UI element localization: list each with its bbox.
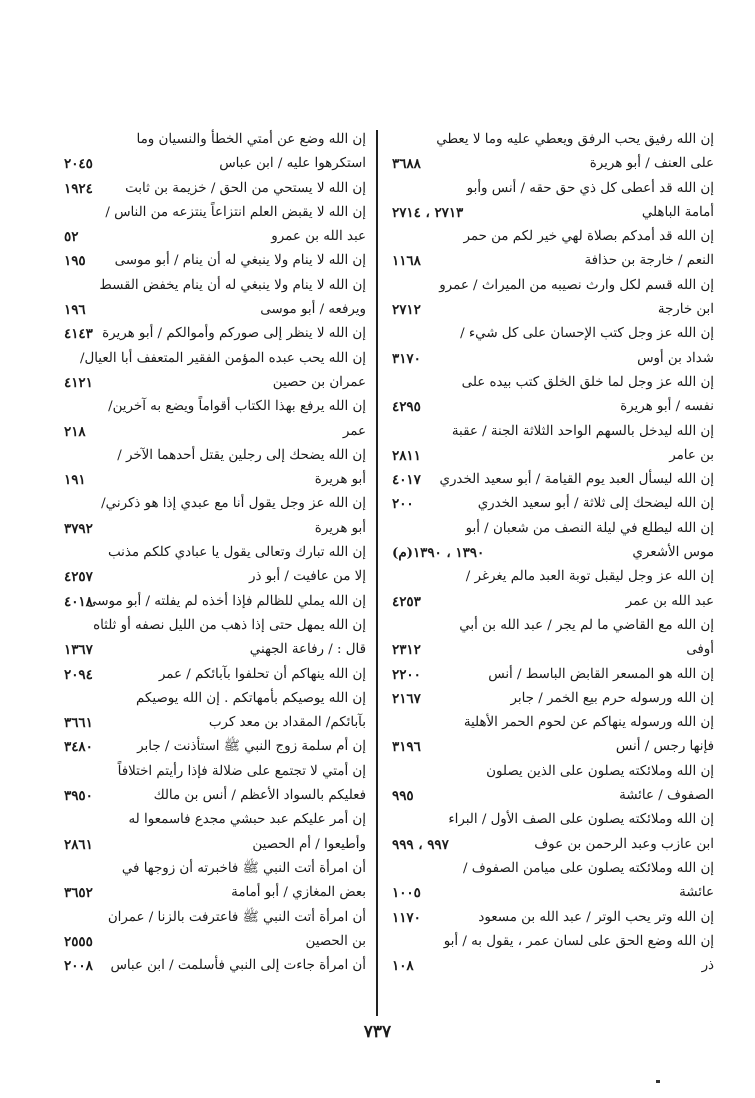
entry-text: ابن عازب وعبد الرحمن بن عوف bbox=[534, 836, 714, 852]
entry-text: إن الله مع القاضي ما لم يجر / عبد الله بن أبي bbox=[459, 617, 714, 633]
entry-text: بآبائكم/ المقداد بن معد كرب bbox=[208, 715, 366, 731]
index-entry-line bbox=[392, 152, 714, 176]
index-entry-line bbox=[392, 492, 714, 516]
entry-text: أبو هريرة bbox=[314, 520, 366, 536]
index-entry-line bbox=[392, 857, 714, 881]
index-entry-line bbox=[392, 881, 714, 905]
hadith-number: ٢٣١٢ bbox=[392, 642, 421, 659]
index-entry-line bbox=[392, 322, 714, 346]
entry-text: إن الله ورسوله حرم بيع الخمر / جابر bbox=[510, 690, 714, 706]
hadith-number: ١١٦٨ bbox=[392, 253, 421, 270]
index-entry-line bbox=[392, 954, 714, 978]
entry-text: قال : / رفاعة الجهني bbox=[249, 642, 366, 658]
index-entry-line bbox=[392, 735, 714, 759]
hadith-number: ٣١٧٠ bbox=[392, 350, 421, 367]
entry-text: أن امرأة جاءت إلى النبي فأسلمت / ابن عباس bbox=[110, 958, 366, 974]
entry-text: إن الله وتر يحب الوتر / عبد الله بن مسعود bbox=[478, 909, 714, 925]
index-entry-line bbox=[64, 881, 366, 905]
entry-text: إن أمر عليكم عبد حبشي مجدع فاسمعوا له bbox=[128, 812, 366, 828]
index-entry-line bbox=[392, 420, 714, 444]
index-entry-line bbox=[64, 152, 366, 176]
hadith-number: ١١٧٠ bbox=[392, 909, 421, 926]
entry-text: إن الله هو المسعر القابض الباسط / أنس bbox=[488, 666, 714, 682]
index-entry-line bbox=[64, 638, 366, 662]
index-entry-line bbox=[392, 298, 714, 322]
entry-text: إن الله يحب عبده المؤمن الفقير المتعفف أبا العيال/ bbox=[79, 350, 366, 366]
hadith-number: ٤٢٥٧ bbox=[64, 569, 93, 586]
index-entry-line bbox=[392, 395, 714, 419]
entry-text: ابن خارجة bbox=[657, 302, 714, 318]
hadith-number: ٣٩٥٠ bbox=[64, 788, 93, 805]
entry-text: فعليكم بالسواد الأعظم / أنس بن مالك bbox=[153, 788, 366, 804]
entry-text: أوفى bbox=[686, 642, 714, 658]
hadith-number: ٣٧٩٢ bbox=[64, 520, 93, 537]
index-entry-line bbox=[392, 444, 714, 468]
entry-text: إن الله عز وجل لما خلق الخلق كتب بيده على bbox=[461, 374, 714, 390]
hadith-number: ٢٨٦١ bbox=[64, 836, 93, 853]
hadith-number: ٤١٤٣ bbox=[64, 326, 93, 343]
index-entry-line bbox=[64, 663, 366, 687]
index-entry-line bbox=[64, 906, 366, 930]
index-entry-line bbox=[392, 128, 714, 152]
hadith-number: ٤٠١٨ bbox=[64, 593, 93, 610]
index-entry-line bbox=[392, 177, 714, 201]
entry-text: على العنف / أبو هريرة bbox=[589, 156, 714, 172]
index-column-right bbox=[392, 128, 714, 978]
hadith-number: ١٣٩٠ ، ١٣٩٠(م) bbox=[392, 545, 485, 562]
entry-text: إن الله رفيق يحب الرفق ويعطي عليه وما لا يعطي bbox=[436, 132, 714, 147]
index-entry-line bbox=[64, 590, 366, 614]
entry-text: إن الله تبارك وتعالى يقول يا عبادي كلكم مذنب bbox=[107, 545, 366, 561]
index-entry-line bbox=[392, 638, 714, 662]
index-entry-line bbox=[392, 201, 714, 225]
index-entry-line bbox=[64, 444, 366, 468]
index-entry-line bbox=[392, 687, 714, 711]
index-entry-line bbox=[392, 517, 714, 541]
entry-text: عبد الله بن عمر bbox=[625, 593, 714, 609]
index-entry-line bbox=[64, 225, 366, 249]
entry-text: إن الله لا يقبض العلم انتزاعاً ينتزعه من الناس / bbox=[105, 204, 366, 220]
hadith-number: ٣٦٥٢ bbox=[64, 885, 93, 902]
entry-text: ويرفعه / أبو موسى bbox=[260, 302, 366, 318]
index-entry-line bbox=[64, 492, 366, 516]
entry-text: إن الله يملي للظالم فإذا أخذه لم يفلته / أبو موسى bbox=[86, 593, 366, 609]
hadith-number: ١٩٢٤ bbox=[64, 180, 93, 197]
hadith-number: ١٩٥ bbox=[64, 253, 86, 270]
index-entry-line bbox=[392, 468, 714, 492]
hadith-number: ٣٦٦١ bbox=[64, 715, 93, 732]
index-entry-line bbox=[392, 225, 714, 249]
hadith-number: ٣١٩٦ bbox=[392, 739, 421, 756]
index-entry-line bbox=[64, 517, 366, 541]
hadith-number: ٢٢٠٠ bbox=[392, 666, 421, 683]
index-entry-line bbox=[64, 468, 366, 492]
hadith-number: ٤١٢١ bbox=[64, 374, 93, 391]
entry-text: أن امرأة أتت النبي ﷺ فاخبرته أن زوجها في bbox=[121, 860, 366, 876]
index-entry-line bbox=[64, 614, 366, 638]
entry-text: إن أمتي لا تجتمع على ضلالة فإذا رأيتم اختلافاً bbox=[117, 763, 366, 779]
index-entry-line bbox=[64, 420, 366, 444]
index-entry-line bbox=[64, 347, 366, 371]
entry-text: إن الله قد أعطى كل ذي حق حقه / أنس وأبو bbox=[466, 180, 714, 196]
hadith-number: ٥٢ bbox=[64, 229, 79, 246]
index-entry-line bbox=[392, 371, 714, 395]
entry-text: إن الله ليطلع في ليلة النصف من شعبان / أبو bbox=[465, 520, 714, 536]
index-entry-line bbox=[392, 614, 714, 638]
index-entry-line bbox=[64, 735, 366, 759]
entry-text: بن الحصين bbox=[305, 933, 366, 949]
hadith-number: ٢٠٤٥ bbox=[64, 156, 93, 173]
hadith-number: ١٩١ bbox=[64, 472, 86, 489]
entry-text: بن عامر bbox=[669, 447, 714, 463]
hadith-number: ١٠٠٥ bbox=[392, 885, 421, 902]
index-entry-line bbox=[64, 177, 366, 201]
entry-text: استكرهوا عليه / ابن عباس bbox=[219, 156, 366, 172]
entry-text: إن الله عز وجل ليقبل توبة العبد مالم يغرغر / bbox=[465, 569, 714, 585]
index-entry-line bbox=[392, 784, 714, 808]
index-entry-line bbox=[392, 808, 714, 832]
entry-text: إن الله لا ينظر إلى صوركم وأموالكم / أبو هريرة bbox=[102, 326, 366, 342]
index-entry-line bbox=[392, 249, 714, 273]
entry-text: عبد الله بن عمرو bbox=[271, 229, 366, 245]
entry-text: إن الله ورسوله ينهاكم عن لحوم الحمر الأهلية bbox=[463, 715, 714, 731]
entry-text: إن أم سلمة زوج النبي ﷺ استأذنت / جابر bbox=[137, 739, 366, 755]
index-entry-line bbox=[64, 395, 366, 419]
entry-text: إلا من عافيت / أبو ذر bbox=[249, 569, 366, 585]
entry-text: إن الله عز وجل يقول أنا مع عبدي إذا هو ذكرني/ bbox=[101, 496, 366, 512]
entry-text: إن الله يرفع بهذا الكتاب أقواماً ويضع به آخرين/ bbox=[108, 399, 366, 415]
hadith-number: ٢٠٩٤ bbox=[64, 666, 93, 683]
index-entry-line bbox=[64, 760, 366, 784]
entry-text: عائشة bbox=[679, 885, 714, 901]
entry-text: وأطيعوا / أم الحصين bbox=[252, 836, 366, 852]
hadith-number: ٤٠١٧ bbox=[392, 472, 421, 489]
entry-text: إن الله لا ينام ولا ينبغي له أن ينام يخفض القسط bbox=[99, 277, 366, 293]
index-entry-line bbox=[64, 298, 366, 322]
entry-text: شداد بن أوس bbox=[637, 350, 714, 366]
entry-text: إن الله لا يستحي من الحق / خزيمة بن ثابت bbox=[125, 180, 366, 196]
entry-text: إن الله قد أمدكم بصلاة لهي خير لكم من حمر bbox=[463, 229, 714, 245]
hadith-number: ٢٠٠٨ bbox=[64, 958, 93, 975]
entry-text: نفسه / أبو هريرة bbox=[620, 399, 714, 415]
entry-text: إن الله يمهل حتى إذا ذهب من الليل نصفه أو ثلثاه bbox=[93, 617, 366, 633]
entry-text: إن الله ليسأل العبد يوم القيامة / أبو سعيد الخدري bbox=[439, 472, 714, 488]
index-entry-line bbox=[392, 541, 714, 565]
entry-text: إن الله وملائكته يصلون على الصف الأول / البراء bbox=[448, 812, 714, 828]
index-entry-line bbox=[64, 128, 366, 152]
entry-text: إن الله يوصيكم بأمهاتكم . إن الله يوصيكم bbox=[136, 690, 366, 706]
index-entry-line bbox=[392, 711, 714, 735]
index-entry-line bbox=[64, 930, 366, 954]
index-entry-line bbox=[64, 249, 366, 273]
index-entry-line bbox=[392, 906, 714, 930]
hadith-number: ٩٩٧ ، ٩٩٩ bbox=[392, 836, 449, 853]
index-entry-line bbox=[64, 833, 366, 857]
entry-text: الصفوف / عائشة bbox=[619, 788, 714, 804]
index-entry-line bbox=[392, 930, 714, 954]
entry-text: ذر bbox=[701, 958, 714, 974]
hadith-number: ٢٨١١ bbox=[392, 447, 421, 464]
hadith-number: ٢٧١٢ bbox=[392, 302, 421, 319]
hadith-number: ٢١٦٧ bbox=[392, 690, 421, 707]
entry-text: أن امرأة أتت النبي ﷺ فاعترفت بالزنا / عمران bbox=[107, 909, 366, 925]
entry-text: إن الله وضع الحق على لسان عمر ، يقول به / أبو bbox=[443, 933, 714, 949]
entry-text: أمامة الباهلي bbox=[641, 204, 714, 220]
index-entry-line bbox=[64, 857, 366, 881]
index-entry-line bbox=[392, 565, 714, 589]
index-entry-line bbox=[392, 347, 714, 371]
hadith-number: ١٠٨ bbox=[392, 958, 414, 975]
index-entry-line bbox=[64, 322, 366, 346]
scan-speck bbox=[656, 1080, 660, 1083]
entry-text: إن الله قسم لكل وارث نصيبه من الميراث / عمرو bbox=[439, 277, 714, 293]
index-entry-line bbox=[64, 808, 366, 832]
index-entry-line bbox=[64, 784, 366, 808]
index-entry-line bbox=[64, 201, 366, 225]
index-entry-line bbox=[64, 687, 366, 711]
page-number: ٧٣٧ bbox=[363, 1022, 392, 1042]
entry-text: إن الله عز وجل كتب الإحسان على كل شيء / bbox=[460, 326, 714, 342]
entry-text: بعض المغازي / أبو أمامة bbox=[231, 885, 366, 901]
index-entry-line bbox=[392, 590, 714, 614]
index-entry-line bbox=[64, 954, 366, 978]
hadith-number: ٢٥٥٥ bbox=[64, 933, 93, 950]
index-entry-line bbox=[64, 274, 366, 298]
entry-text: إن الله وضع عن أمتي الخطأ والنسيان وما bbox=[136, 132, 366, 147]
entry-text: فإنها رجس / أنس bbox=[615, 739, 714, 755]
hadith-number: ٣٤٨٠ bbox=[64, 739, 93, 756]
entry-text: إن الله لا ينام ولا ينبغي له أن ينام / أبو موسى bbox=[114, 253, 366, 269]
entry-text: عمران بن حصين bbox=[272, 374, 366, 390]
entry-text: إن الله ليضحك إلى ثلاثة / أبو سعيد الخدري bbox=[477, 496, 714, 512]
hadith-number: ٣٦٨٨ bbox=[392, 156, 421, 173]
column-divider bbox=[376, 130, 378, 1016]
entry-text: إن الله وملائكته يصلون على الذين يصلون bbox=[486, 763, 714, 779]
entry-text: عمر bbox=[342, 423, 366, 439]
index-entry-line bbox=[64, 711, 366, 735]
hadith-number: ٤٢٥٣ bbox=[392, 593, 421, 610]
index-entry-line bbox=[64, 371, 366, 395]
index-entry-line bbox=[64, 565, 366, 589]
hadith-number: ٢٠٠ bbox=[392, 496, 414, 513]
entry-text: أبو هريرة bbox=[314, 472, 366, 488]
index-entry-line bbox=[392, 760, 714, 784]
index-entry-line bbox=[64, 541, 366, 565]
index-column-left bbox=[64, 128, 366, 978]
entry-text: إن الله ليدخل بالسهم الواحد الثلاثة الجنة / عقبة bbox=[451, 423, 714, 439]
index-entry-line bbox=[392, 274, 714, 298]
entry-text: إن الله وملائكته يصلون على ميامن الصفوف / bbox=[463, 860, 714, 876]
entry-text: إن الله ينهاكم أن تحلفوا بآبائكم / عمر bbox=[158, 666, 366, 682]
entry-text: إن الله يضحك إلى رجلين يقتل أحدهما الآخر / bbox=[117, 447, 366, 463]
hadith-number: ٩٩٥ bbox=[392, 788, 414, 805]
hadith-number: ١٣٦٧ bbox=[64, 642, 93, 659]
entry-text: النعم / خارجة بن حذافة bbox=[584, 253, 714, 269]
hadith-number: ١٩٦ bbox=[64, 302, 86, 319]
index-entry-line bbox=[392, 833, 714, 857]
entry-text: موس الأشعري bbox=[632, 545, 714, 561]
hadith-number: ٤٢٩٥ bbox=[392, 399, 421, 416]
index-entry-line bbox=[392, 663, 714, 687]
hadith-number: ٢٧١٣ ، ٢٧١٤ bbox=[392, 204, 464, 221]
hadith-number: ٢١٨ bbox=[64, 423, 86, 440]
